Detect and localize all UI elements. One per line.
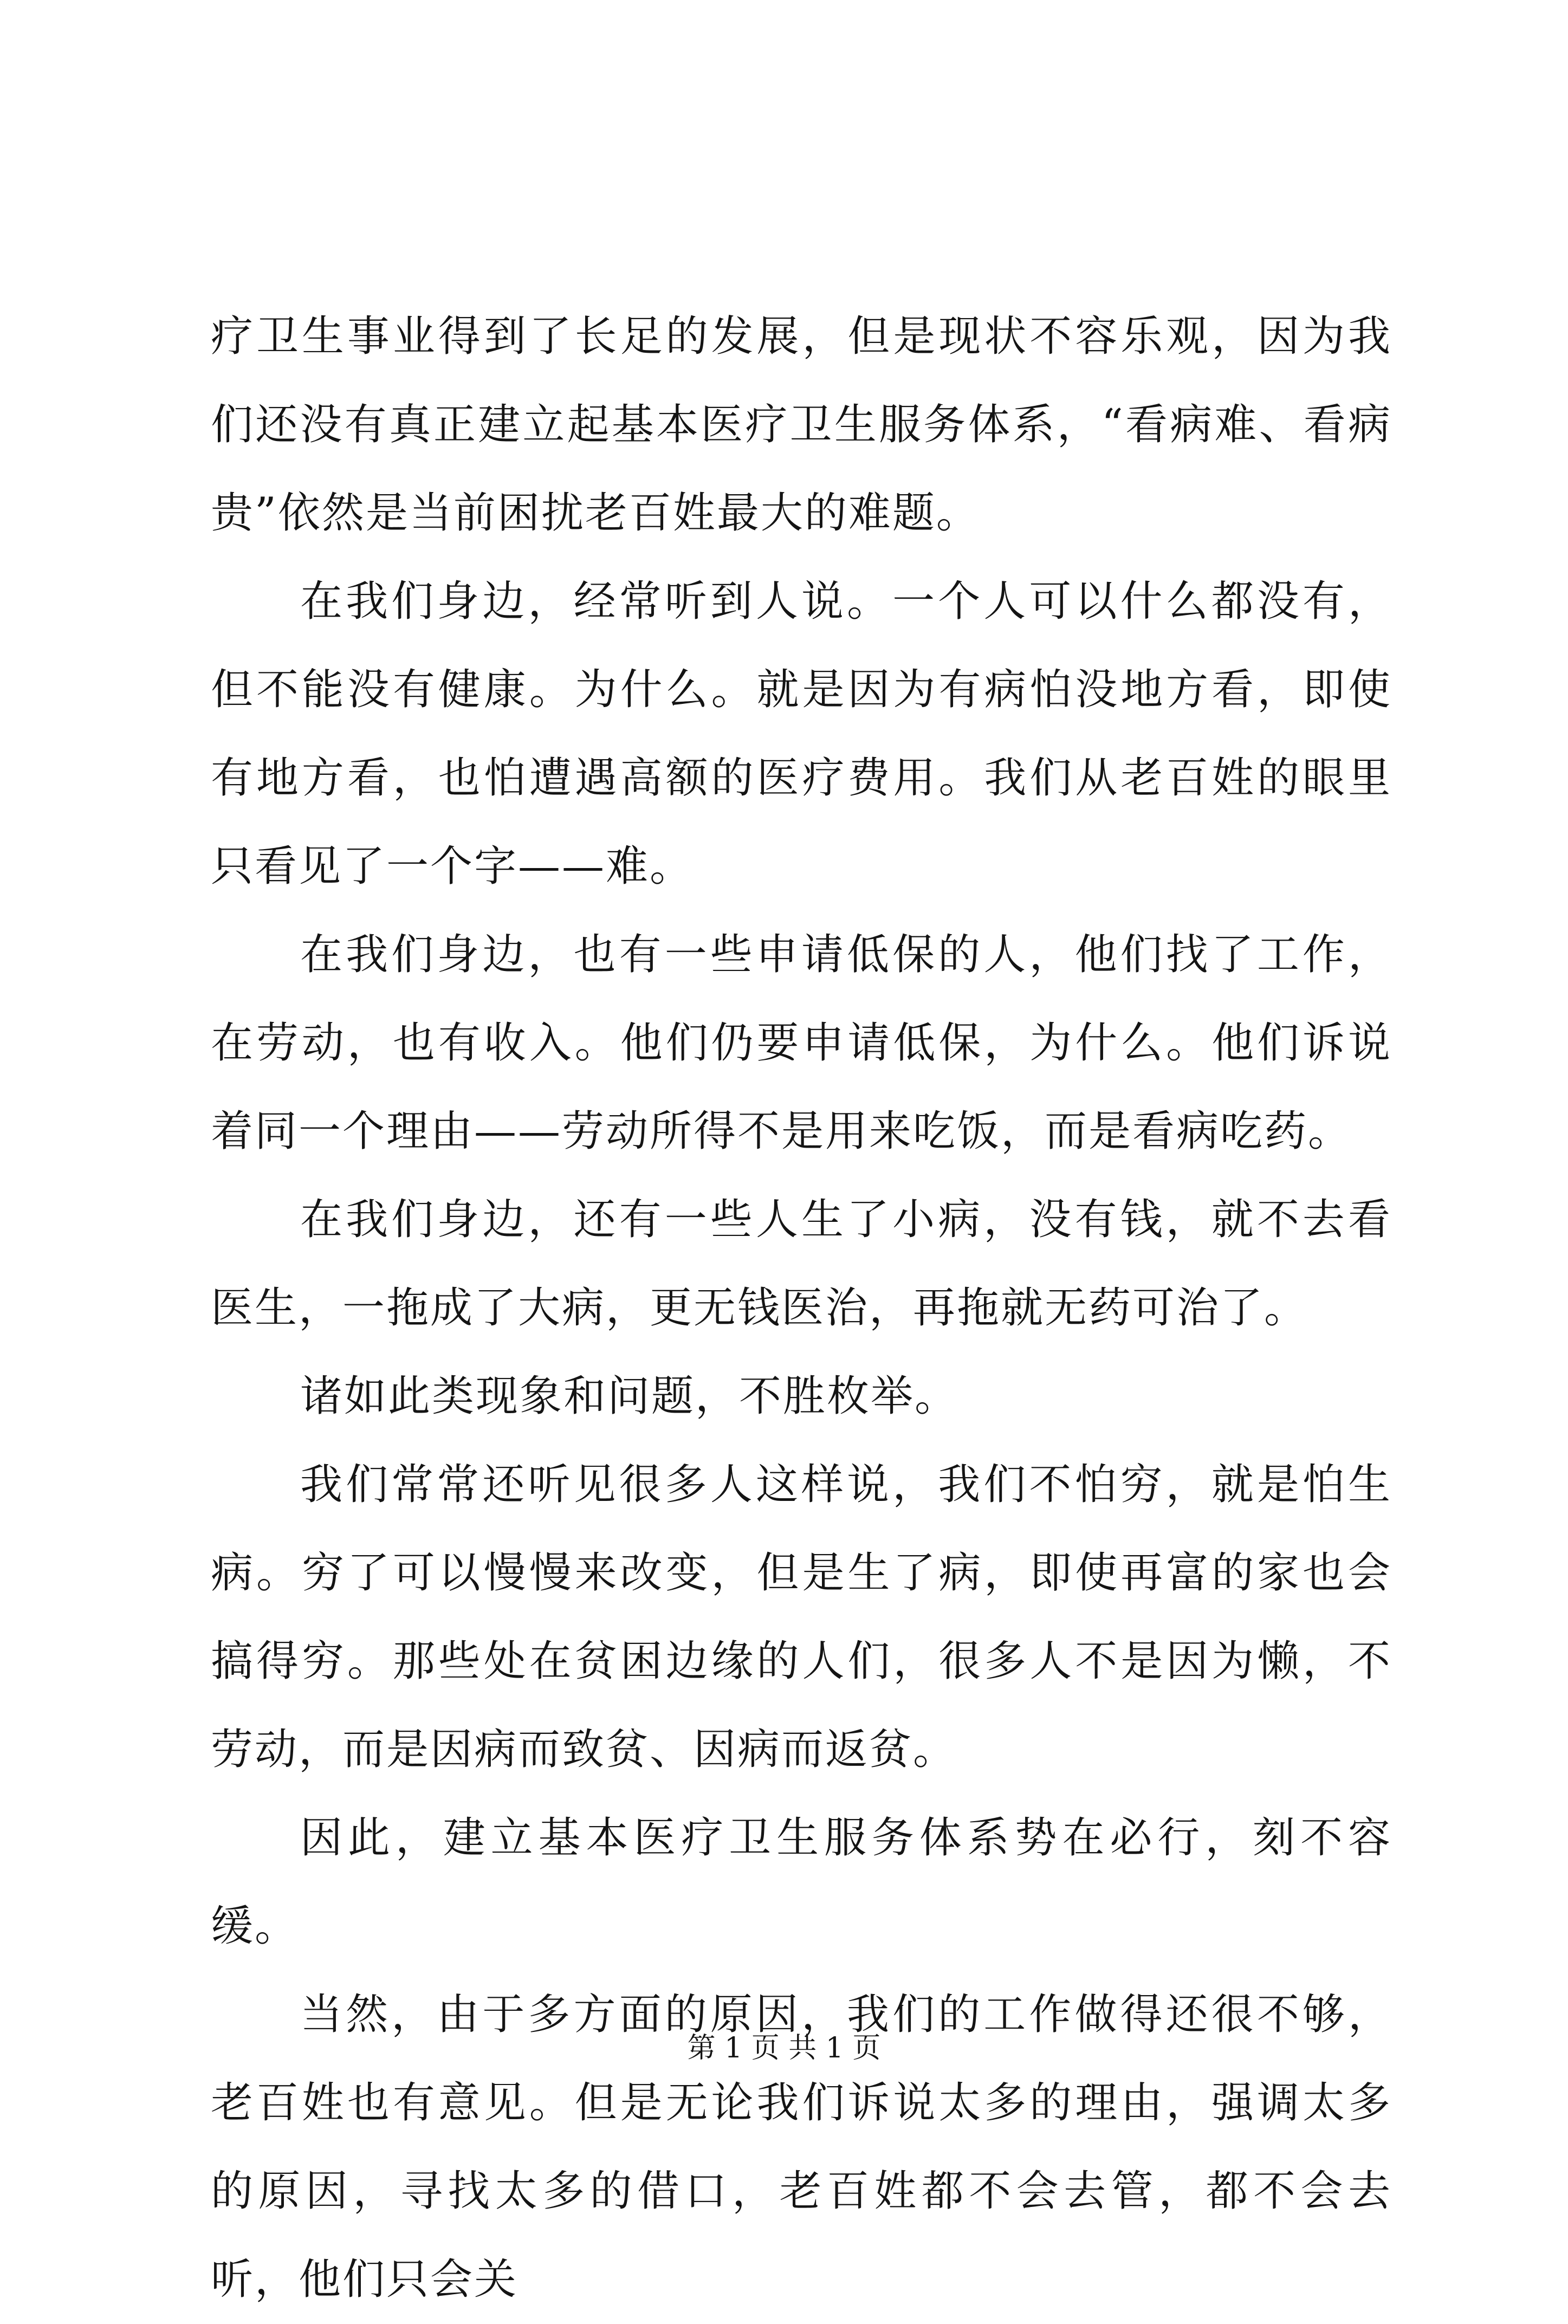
paragraph-1: 疗卫生事业得到了长足的发展，但是现状不容乐观，因为我们还没有真正建立起基本医疗卫生服务体系，“看病难、看病贵”依然是当前困扰老百姓最大的难题。 — [211, 312, 1392, 538]
paragraph-3: 在我们身边，也有一些申请低保的人，他们找了工作，在劳动，也有收入。他们仍要申请低保，为什么。他们诉说着同一个理由——劳动所得不是用来吃饭，而是看病吃药。 — [211, 930, 1392, 1156]
page-footer: 第 1 页 共 1 页 — [687, 2032, 881, 2064]
paragraph-2: 在我们身边，经常听到人说。一个人可以什么都没有，但不能没有健康。为什么。就是因为有病怕没地方看，即使有地方看，也怕遭遇高额的医疗费用。我们从老百姓的眼里只看见了一个字——难。 — [211, 577, 1392, 891]
paragraph-7: 因此，建立基本医疗卫生服务体系势在必行，刻不容缓。 — [211, 1814, 1392, 1951]
paragraph-4: 在我们身边，还有一些人生了小病，没有钱，就不去看医生，一拖成了大病，更无钱医治，再拖就无药可治了。 — [211, 1195, 1392, 1332]
body-text — [211, 293, 1392, 2324]
paragraph-8: 当然，由于多方面的原因，我们的工作做得还很不够，老百姓也有意见。但是无论我们诉说太多的理由，强调太多的原因，寻找太多的借口，老百姓都不会去管，都不会去听，他们只会关 — [211, 1990, 1392, 2304]
paragraph-6: 我们常常还听见很多人这样说，我们不怕穷，就是怕生病。穷了可以慢慢来改变，但是生了病，即使再富的家也会搞得穷。那些处在贫困边缘的人们，很多人不是因为懒，不劳动，而是因病而致贫、因病而返贫。 — [211, 1460, 1392, 1774]
paragraph-5: 诸如此类现象和问题，不胜枚举。 — [300, 1372, 959, 1421]
